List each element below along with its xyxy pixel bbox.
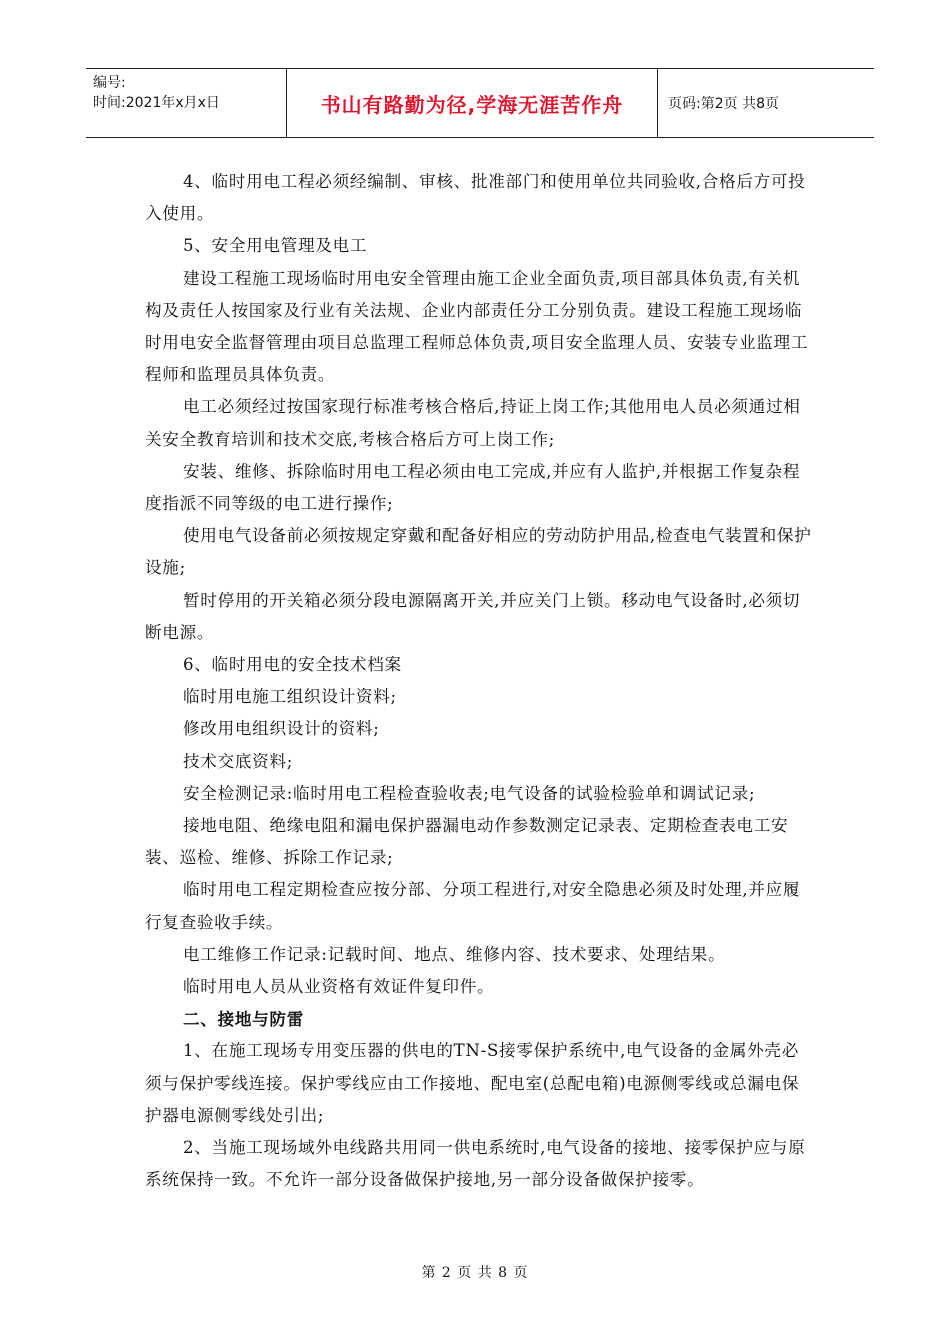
paragraph: 2、当施工现场域外电线路共用同一供电系统时,电气设备的接地、接零保护应与原系统保持一致。不允许一部分设备做保护接地,另一部分设备做保护接零。 <box>145 1138 806 1190</box>
header-page-code: 页码:第2页 共8页 <box>668 96 779 112</box>
document-number-label: 编号: <box>93 75 126 91</box>
paragraph: 临时用电人员从业资格有效证件复印件。 <box>183 977 495 997</box>
paragraph: 安装、维修、拆除临时用电工程必须由电工完成,并应有人监护,并根据工作复杂程度指派不同等级的电工进行操作; <box>145 461 801 514</box>
page-footer: 第 2 页 共 8 页 <box>421 1265 529 1281</box>
paragraph: 5、安全用电管理及电工 <box>183 236 368 256</box>
paragraph: 电工维修工作记录:记载时间、地点、维修内容、技术要求、处理结果。 <box>183 944 726 964</box>
paragraph: 使用电气设备前必须按规定穿戴和配备好相应的劳动防护用品,检查电气装置和保护设施; <box>145 526 812 578</box>
section-heading: 二、接地与防雷 <box>183 1009 305 1030</box>
paragraph: 接地电阻、绝缘电阻和漏电保护器漏电动作参数测定记录表、定期检查表电工安装、巡检、维修、拆除工作记录; <box>145 816 789 868</box>
header-meta <box>86 69 286 137</box>
paragraph: 技术交底资料; <box>183 751 294 771</box>
document-time-label: 时间:2021年x月x日 <box>93 95 220 111</box>
paragraph: 1、在施工现场专用变压器的供电的TN-S接零保护系统中,电气设备的金属外壳必须与保护零线连接。保护零线应由工作接地、配电室(总配电箱)电源侧零线或总漏电保护器电源侧零线处引出; <box>145 1041 800 1125</box>
header-motto: 书山有路勤为径,学海无涯苦作舟 <box>286 69 658 137</box>
document-body <box>145 166 815 1197</box>
paragraph: 暂时停用的开关箱必须分段电源隔离开关,并应关门上锁。移动电气设备时,必须切断电源。 <box>145 590 801 642</box>
paragraph: 安全检测记录:临时用电工程检查验收表;电气设备的试验检验单和调试记录; <box>183 783 756 803</box>
paragraph: 建设工程施工现场临时用电安全管理由施工企业全面负责,项目部具体负责,有关机构及责任人按国家及行业有关法规、企业内部责任分工分别负责。建设工程施工现场临时用电安全监督管理由项目总监理工程师总体负责,项目安全监理人员、安装专业监理工程师和监理员具体负责。 <box>145 268 809 385</box>
paragraph: 4、临时用电工程必须经编制、审核、批准部门和使用单位共同验收,合格后方可投入使用。 <box>145 172 806 224</box>
paragraph: 电工必须经过按国家现行标准考核合格后,持证上岗工作;其他用电人员必须通过相关安全教育培训和技术交底,考核合格后方可上岗工作; <box>145 397 801 449</box>
paragraph: 临时用电工程定期检查应按分部、分项工程进行,对安全隐患必须及时处理,并应履行复查验收手续。 <box>145 880 801 932</box>
paragraph: 修改用电组织设计的资料; <box>183 719 380 739</box>
page-header <box>86 68 874 138</box>
paragraph: 6、临时用电的安全技术档案 <box>183 655 402 675</box>
paragraph: 临时用电施工组织设计资料; <box>183 687 397 707</box>
